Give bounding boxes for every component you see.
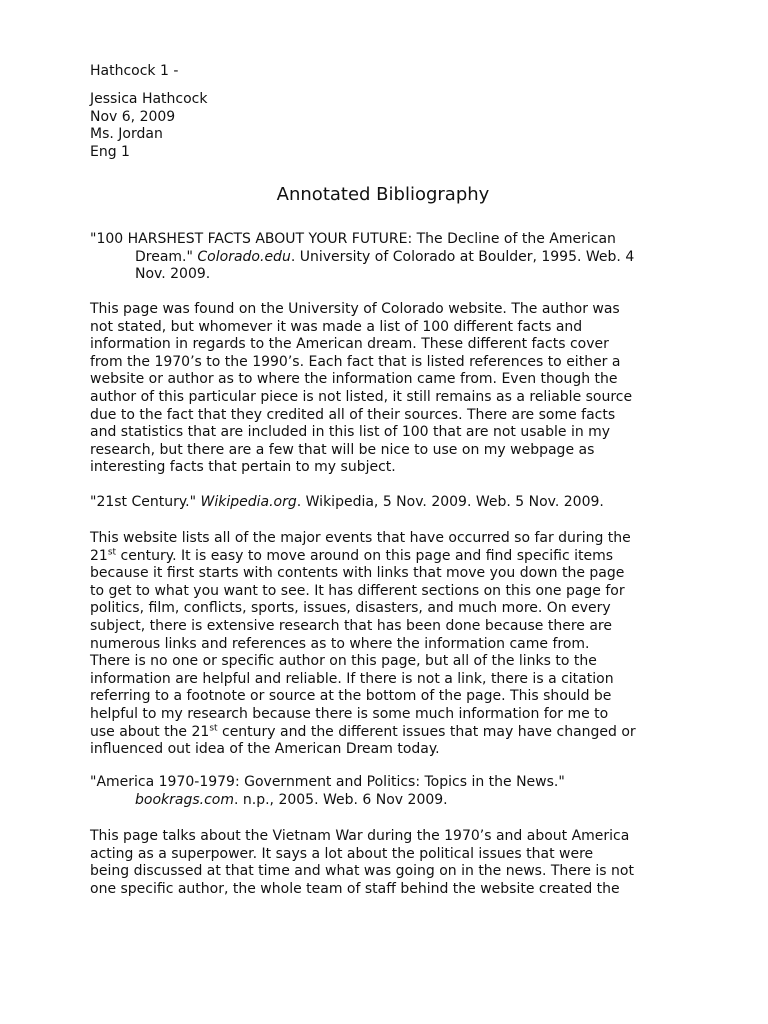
annotation-text: interesting facts that pertain to my subject. <box>90 459 396 476</box>
ordinal-superscript: st <box>209 722 218 733</box>
citation-line <box>90 249 634 267</box>
annotation-line <box>90 688 636 706</box>
annotation-line <box>90 741 636 759</box>
annotation-line <box>90 706 636 724</box>
citation-line <box>90 792 565 810</box>
annotation-text: This page was found on the University of Colorado website. The author was <box>90 301 620 317</box>
annotation-line <box>90 881 634 899</box>
annotation-text: This website lists all of the major events that have occurred so far during the <box>90 530 631 546</box>
annotation-text: helpful to my research because there is some much information for me to <box>90 705 609 722</box>
annotation-text: website or author as to where the information came from. Even though the <box>90 371 618 388</box>
annotation-text: acting as a superpower. It says a lot about the political issues that were <box>90 845 594 862</box>
annotation-line <box>90 724 636 742</box>
citation-source-title: Colorado.edu <box>197 248 291 265</box>
annotation-text: use about the 21 <box>90 723 210 740</box>
annotation-line <box>90 530 636 548</box>
annotation-text: information in regards to the American dream. These different facts cover <box>90 336 609 353</box>
annotation-text: referring to a footnote or source at the bottom of the page. This should be <box>90 688 612 705</box>
annotation-text: influenced out idea of the American Dream today. <box>90 741 440 758</box>
citation <box>90 231 634 284</box>
citation-text: . University of Colorado at Boulder, 1995. Web. 4 <box>290 248 635 265</box>
annotation-text: century and the different issues that may have changed or <box>217 723 636 740</box>
citation-line <box>90 774 565 792</box>
annotation-line <box>90 319 632 337</box>
annotation-line <box>90 583 636 601</box>
annotation-line <box>90 618 636 636</box>
course-name: Eng 1 <box>90 143 130 160</box>
annotation-text: being discussed at that time and what was going on in the news. There is not <box>90 863 634 880</box>
annotation-text: not stated, but whomever it was made a list of 100 different facts and <box>90 318 583 335</box>
annotation-line <box>90 354 632 372</box>
annotation-line <box>90 442 632 460</box>
annotation-line <box>90 424 632 442</box>
citation <box>90 494 604 512</box>
running-head: Hathcock 1 - <box>90 63 179 79</box>
annotation-line <box>90 671 636 689</box>
annotation-text: from the 1970’s to the 1990’s. Each fact that is listed references to either a <box>90 353 621 370</box>
annotation-text: numerous links and references as to where the information came from. <box>90 635 590 652</box>
ordinal-superscript: st <box>107 546 117 557</box>
annotation-text: subject, there is extensive research that has been done because there are <box>90 617 612 634</box>
heading-info <box>90 91 207 161</box>
citation <box>90 774 565 809</box>
annotation-line <box>90 565 636 583</box>
annotation-paragraph <box>90 530 636 759</box>
annotation-line <box>90 459 632 477</box>
annotation-text: one specific author, the whole team of staff behind the website created the <box>90 880 620 897</box>
teacher-name: Ms. Jordan <box>90 126 163 143</box>
citation-line <box>90 266 634 284</box>
annotation-text: and statistics that are included in this list of 100 that are not usable in my <box>90 424 611 441</box>
citation-line <box>90 494 604 512</box>
annotation-line <box>90 846 634 864</box>
annotation-line <box>90 371 632 389</box>
citation-line <box>90 231 634 249</box>
citation-text: "America 1970-1979: Government and Politics: Topics in the News." <box>90 774 565 790</box>
annotation-line <box>90 636 636 654</box>
paper-date: Nov 6, 2009 <box>90 108 176 125</box>
annotation-text: due to the fact that they credited all of their sources. There are some facts <box>90 406 616 423</box>
citation-source-title: Wikipedia.org <box>200 494 297 510</box>
annotation-text: This page talks about the Vietnam War during the 1970’s and about America <box>90 828 630 844</box>
annotation-line <box>90 653 636 671</box>
annotation-line <box>90 336 632 354</box>
annotation-text: 21 <box>90 547 108 564</box>
citation-text: . n.p., 2005. Web. 6 Nov 2009. <box>234 791 448 808</box>
annotation-text: author of this particular piece is not listed, it still remains as a reliable source <box>90 388 633 405</box>
author-name: Jessica Hathcock <box>90 91 208 107</box>
annotation-line <box>90 828 634 846</box>
annotation-text: research, but there are a few that will be nice to use on my webpage as <box>90 441 595 458</box>
annotation-line <box>90 389 632 407</box>
annotation-text: century. It is easy to move around on this page and find specific items <box>116 547 614 564</box>
annotation-paragraph <box>90 828 634 898</box>
citation-source-title: bookrags.com <box>135 791 234 808</box>
citation-text: "100 HARSHEST FACTS ABOUT YOUR FUTURE: The Decline of the American <box>90 231 616 247</box>
annotation-line <box>90 407 632 425</box>
citation-text: Nov. 2009. <box>135 266 211 283</box>
annotation-text: information are helpful and reliable. If there is not a link, there is a citation <box>90 670 614 687</box>
annotation-line <box>90 600 636 618</box>
annotation-text: because it first starts with contents with links that move you down the page <box>90 565 625 582</box>
page-title: Annotated Bibliography <box>276 184 490 205</box>
annotation-line <box>90 863 634 881</box>
annotation-text: to get to what you want to see. It has different sections on this one page for <box>90 582 625 599</box>
annotation-paragraph <box>90 301 632 477</box>
citation-text: . Wikipedia, 5 Nov. 2009. Web. 5 Nov. 2009. <box>296 494 604 510</box>
annotation-text: There is no one or specific author on this page, but all of the links to the <box>90 653 597 670</box>
annotation-line <box>90 548 636 566</box>
annotation-line <box>90 301 632 319</box>
header-block <box>90 63 178 81</box>
citation-text: "21st Century." <box>90 494 201 510</box>
annotation-text: politics, film, conflicts, sports, issues, disasters, and much more. On every <box>90 600 611 617</box>
citation-text: Dream." <box>135 248 198 265</box>
